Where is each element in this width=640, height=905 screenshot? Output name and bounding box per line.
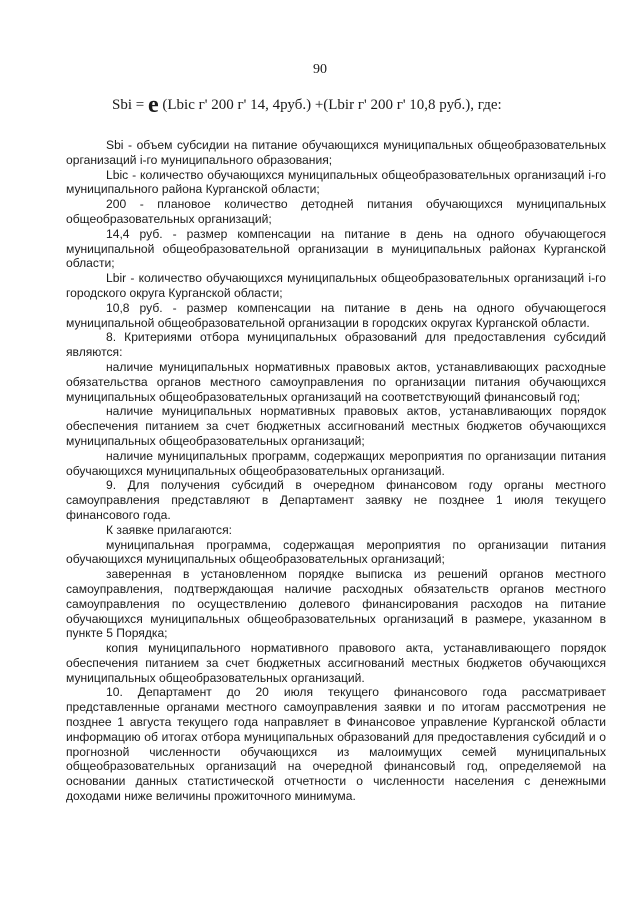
paragraph: Lbic - количество обучающихся муниципальных общеобразовательных организаций i-го муниципального района Курганской области; xyxy=(66,167,606,197)
paragraph: муниципальная программа, содержащая мероприятия по организации питания обучающихся муниципальных общеобразовательных организаций; xyxy=(66,537,606,567)
paragraph: наличие муниципальных нормативных правовых актов, устанавливающих порядок обеспечения питанием за счет бюджетных ассигнований местных бюджетов обучающихся муниципальных общеобразовательных организаций; xyxy=(66,404,606,448)
paragraph: 14,4 руб. - размер компенсации на питание в день на одного обучающегося муниципальной общеобразовательной организации в муниципальных районах Курганской области; xyxy=(66,226,606,271)
paragraph: 8. Критериями отбора муниципальных образований для предоставления субсидий являются: xyxy=(66,330,606,360)
paragraph: заверенная в установленном порядке выписка из решений органов местного самоуправления, подтверждающая наличие расходных обязательств органов местного самоуправления по осуществлению долевого финансирования расходов на питание обучающихся муниципальных общеобразовательных организаций в размере, указанном в пункте 5 Порядка; xyxy=(66,567,606,641)
formula-rhs: (Lbic г' 200 г' 14, 4руб.) +(Lbir г' 200 г' 10,8 руб.), где: xyxy=(162,97,502,113)
paragraph: Sbi - объем субсидии на питание обучающихся муниципальных общеобразовательных организаций i-го муниципального образования; xyxy=(66,138,606,167)
formula-e-symbol: е xyxy=(147,92,159,118)
paragraph: 10. Департамент до 20 июля текущего финансового года рассматривает представленные органами местного самоуправления заявки и по итогам рассмотрения не позднее 1 августа текущего года направляет в Финансовое управление Курганской области информацию об итогах отбора муниципальных образований для предоставления субсидий и о прогнозной численности обучающихся из малоимущих семей муниципальных общеобразовательных организаций на очередной финансовый год, определяемой на основании данных статистической отчетности о численности населения с денежными доходами ниже величины прожиточного минимума. xyxy=(66,685,606,804)
paragraph: наличие муниципальных нормативных правовых актов, устанавливающих расходные обязательства органов местного самоуправления по организации питания обучающихся муниципальных общеобразовательных организаций на соответствующий финансовый год; xyxy=(66,359,606,404)
paragraph: 9. Для получения субсидий в очередном финансовом году органы местного самоуправления представляют в Департамент заявку не позднее 1 июля текущего финансового года. xyxy=(66,478,606,522)
subsidy-formula xyxy=(112,92,592,119)
page-number: 90 xyxy=(313,62,327,77)
paragraph: 200 - плановое количество детодней питания обучающихся муниципальных общеобразовательных организаций; xyxy=(66,197,606,226)
formula-lhs: Sbi = xyxy=(112,97,145,113)
document-body xyxy=(66,138,606,804)
paragraph: 10,8 руб. - размер компенсации на питание в день на одного обучающегося муниципальной общеобразовательной организации в городских округах Курганской области. xyxy=(66,300,606,330)
paragraph: Lbir - количество обучающихся муниципальных общеобразовательных организаций i-го городского округа Курганской области; xyxy=(66,271,606,300)
paragraph: наличие муниципальных программ, содержащих мероприятия по организации питания обучающихся муниципальных общеобразовательных организаций. xyxy=(66,448,606,478)
paragraph: копия муниципального нормативного правового акта, устанавливающего порядок обеспечения питанием за счет бюджетных ассигнований местных бюджетов обучающихся муниципальных общеобразовательных организаций. xyxy=(66,641,606,685)
paragraph: К заявке прилагаются: xyxy=(106,522,233,537)
